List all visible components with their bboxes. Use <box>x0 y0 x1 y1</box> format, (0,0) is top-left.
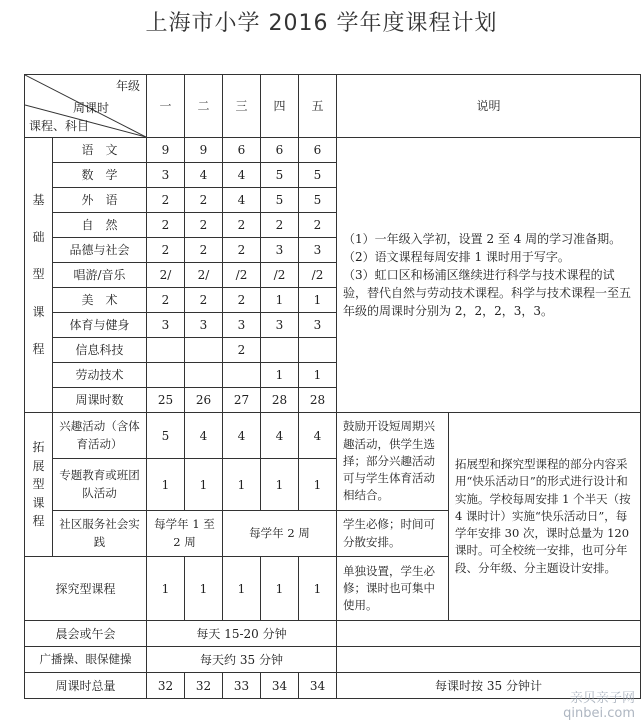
subject-name: 周课时数 <box>53 388 147 413</box>
course-plan-table <box>24 74 641 699</box>
span-cell: 每学年 1 至 2 周 <box>147 511 223 557</box>
cell-value: 2 <box>185 188 223 213</box>
cell-value: 1 <box>299 459 337 511</box>
page-title: 上海市小学 2016 学年度课程计划 <box>145 11 498 36</box>
grade-2-header: 二 <box>185 75 223 138</box>
cell-value: 9 <box>147 138 185 163</box>
cell-value: 28 <box>261 388 299 413</box>
cell-value: 2 <box>299 213 337 238</box>
span-cell: 每学年 2 周 <box>223 511 337 557</box>
span-cell: 每天 15-20 分钟 <box>147 621 337 647</box>
site-watermark: 亲贝亲子网 qinbei.com <box>563 691 635 721</box>
basic-note: （3）虹口区和杨浦区继续进行科学与技术课程的试验，替代自然与劳动技术课程。科学与技术课程一至五年级的周课时分别为 2，2，2，3，3。 <box>343 268 632 318</box>
cell-value: 2 <box>261 213 299 238</box>
subject-name: 体育与健身 <box>53 313 147 338</box>
cell-value <box>147 363 185 388</box>
basic-note: （2）语文课程每周安排 1 课时用于写字。 <box>343 250 570 264</box>
subject-name: 广播操、眼保健操 <box>25 647 147 673</box>
grade-4-header: 四 <box>261 75 299 138</box>
extended-note-a: 鼓励开设短周期兴趣活动，供学生选择；部分兴趣活动可与学生体育活动相结合。 <box>337 413 449 511</box>
table-row <box>25 673 641 699</box>
cell-value: 4 <box>223 413 261 459</box>
subject-name: 探究型课程 <box>25 557 147 621</box>
subject-name: 自 然 <box>53 213 147 238</box>
cell-value: 2 <box>147 213 185 238</box>
cell-value: 4 <box>223 188 261 213</box>
cell-value: 4 <box>185 163 223 188</box>
subject-name: 劳动技术 <box>53 363 147 388</box>
subject-name: 专题教育或班团队活动 <box>53 459 147 511</box>
cell-value: 3 <box>299 238 337 263</box>
basic-note: （1）一年级入学初，设置 2 至 4 周的学习准备期。 <box>343 232 622 246</box>
cell-value: 5 <box>147 413 185 459</box>
cell-value: 6 <box>261 138 299 163</box>
subject-name: 周课时总量 <box>25 673 147 699</box>
cell-value: 2 <box>185 238 223 263</box>
extended-note-b: 学生必修；时间可分散安排。 <box>337 511 449 557</box>
cell-value: 3 <box>299 313 337 338</box>
cell-value: 2 <box>147 288 185 313</box>
table-row <box>25 413 641 459</box>
cell-value: 2/ <box>185 263 223 288</box>
cell-value: 4 <box>261 413 299 459</box>
cell-value: 32 <box>147 673 185 699</box>
grade-3-header: 三 <box>223 75 261 138</box>
empty-cell <box>337 647 641 673</box>
cell-value <box>147 338 185 363</box>
cell-value: 2 <box>185 213 223 238</box>
cell-value: 1 <box>261 288 299 313</box>
grade-1-header: 一 <box>147 75 185 138</box>
subject-name: 美 术 <box>53 288 147 313</box>
category-extended <box>25 413 53 557</box>
cell-value: 2 <box>147 238 185 263</box>
subject-name: 晨会或午会 <box>25 621 147 647</box>
cell-value: 1 <box>261 459 299 511</box>
subject-name: 社区服务社会实践 <box>53 511 147 557</box>
cell-value: 2 <box>223 288 261 313</box>
subject-name: 外 语 <box>53 188 147 213</box>
diag-label-grade: 年级 <box>115 79 140 93</box>
notes-header: 说明 <box>337 75 641 138</box>
total-note: 每课时按 35 分钟计 <box>337 673 641 699</box>
cell-value: 1 <box>147 557 185 621</box>
category-basic-label: 基础型课程 <box>32 193 45 356</box>
cell-value <box>185 363 223 388</box>
cell-value: 28 <box>299 388 337 413</box>
cell-value: 33 <box>223 673 261 699</box>
empty-cell <box>337 621 641 647</box>
cell-value: 5 <box>299 163 337 188</box>
subject-name: 唱游/音乐 <box>53 263 147 288</box>
cell-value: 3 <box>261 238 299 263</box>
cell-value: 3 <box>261 313 299 338</box>
cell-value: 2 <box>223 238 261 263</box>
header-row <box>25 75 641 138</box>
cell-value: 2 <box>147 188 185 213</box>
cell-value: 4 <box>299 413 337 459</box>
cell-value: 1 <box>185 459 223 511</box>
cell-value: 1 <box>299 288 337 313</box>
cell-value: 6 <box>299 138 337 163</box>
table-row <box>25 647 641 673</box>
subject-name: 数 学 <box>53 163 147 188</box>
cell-value: 6 <box>223 138 261 163</box>
cell-value: 34 <box>299 673 337 699</box>
cell-value: 1 <box>261 363 299 388</box>
basic-notes <box>337 138 641 413</box>
cell-value: 3 <box>147 163 185 188</box>
table-row <box>25 138 641 163</box>
cell-value: 5 <box>261 188 299 213</box>
cell-value: 5 <box>299 188 337 213</box>
cell-value: 25 <box>147 388 185 413</box>
cell-value: 2 <box>185 288 223 313</box>
cell-value: 1 <box>299 363 337 388</box>
diag-label-subject: 课程、科目 <box>29 119 90 133</box>
cell-value: 9 <box>185 138 223 163</box>
cell-value: 3 <box>147 313 185 338</box>
cell-value: 5 <box>261 163 299 188</box>
cell-value: 26 <box>185 388 223 413</box>
cell-value: 2 <box>223 338 261 363</box>
cell-value: 4 <box>185 413 223 459</box>
cell-value: 3 <box>185 313 223 338</box>
span-cell: 每天约 35 分钟 <box>147 647 337 673</box>
subject-name: 兴趣活动（含体育活动） <box>53 413 147 459</box>
extended-note-right: 拓展型和探究型课程的部分内容采用“快乐活动日”的形式进行设计和实施。学校每周安排 1 个半天（按 4 课时计）实施“快乐活动日”，每学年安排 30 次，课时总量为 120 课时。可全校统一安排，也可分年段、分年级、分主题设计安排。 <box>449 413 641 621</box>
category-extended-label: 拓展型课程 <box>32 440 45 529</box>
cell-value: 4 <box>223 163 261 188</box>
cell-value: 1 <box>223 557 261 621</box>
subject-name: 信息科技 <box>53 338 147 363</box>
cell-value: 1 <box>223 459 261 511</box>
table-row <box>25 621 641 647</box>
cell-value <box>185 338 223 363</box>
grade-5-header: 五 <box>299 75 337 138</box>
cell-value: 1 <box>185 557 223 621</box>
diagonal-header-cell <box>25 75 147 138</box>
cell-value: /2 <box>261 263 299 288</box>
subject-name: 语 文 <box>53 138 147 163</box>
cell-value <box>261 338 299 363</box>
diag-label-hours: 周课时 <box>73 101 110 115</box>
cell-value: 3 <box>223 313 261 338</box>
inquiry-note: 单独设置，学生必修；课时也可集中使用。 <box>337 557 449 621</box>
cell-value: /2 <box>299 263 337 288</box>
cell-value: 34 <box>261 673 299 699</box>
cell-value: 2/ <box>147 263 185 288</box>
subject-name: 品德与社会 <box>53 238 147 263</box>
cell-value: 2 <box>223 213 261 238</box>
cell-value: 1 <box>147 459 185 511</box>
cell-value <box>223 363 261 388</box>
cell-value: 32 <box>185 673 223 699</box>
cell-value: 27 <box>223 388 261 413</box>
cell-value: 1 <box>299 557 337 621</box>
cell-value <box>299 338 337 363</box>
category-basic <box>25 138 53 413</box>
cell-value: 1 <box>261 557 299 621</box>
cell-value: /2 <box>223 263 261 288</box>
